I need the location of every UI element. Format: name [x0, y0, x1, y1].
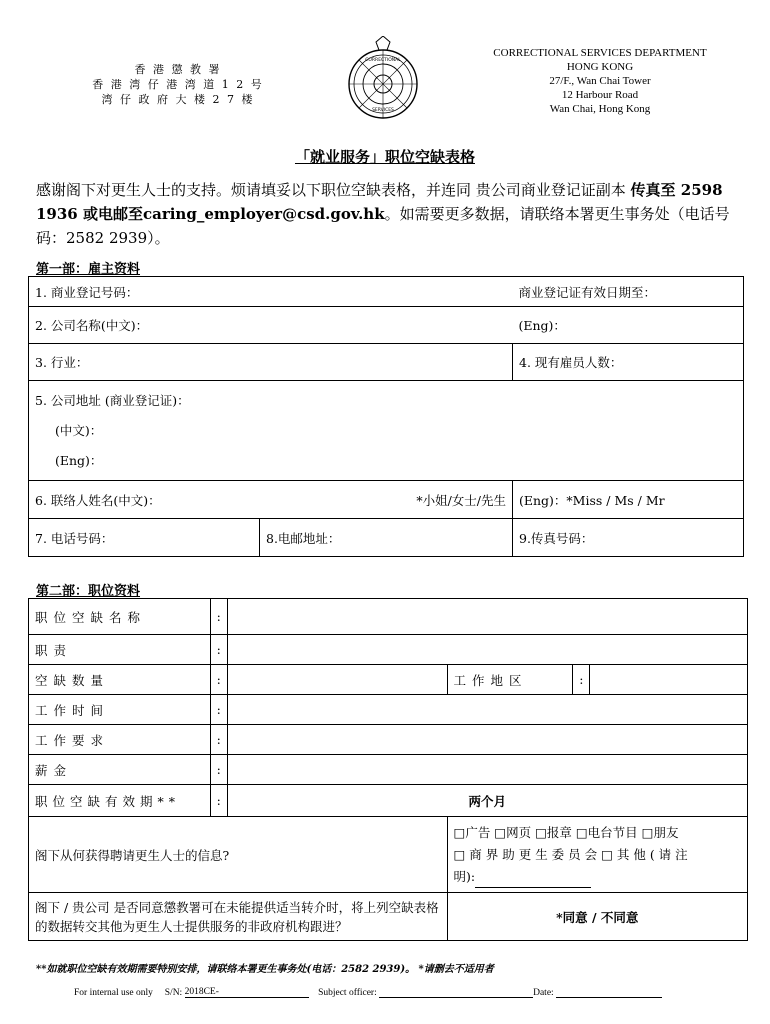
employee-count-field[interactable]: 4. 现有雇员人数： — [513, 344, 744, 381]
job-info-table — [28, 598, 748, 941]
company-address-field[interactable] — [29, 381, 744, 481]
contact-name-en-field[interactable]: (Eng)：*Miss / Ms / Mr — [513, 481, 744, 519]
colon: : — [210, 635, 227, 665]
salary-label: 薪金 — [29, 755, 211, 785]
form-title: 「就业服务」职位空缺表格 — [294, 148, 475, 166]
colon: : — [210, 755, 227, 785]
industry-field[interactable]: 3. 行业： — [29, 344, 513, 381]
consent-question: 阁下 / 贵公司 是否同意懲教署可在未能提供适当转介时，将上列空缺表格的数据转交其他为更生人士提供服务的非政府机构跟进？ — [29, 893, 448, 941]
working-hours-input[interactable] — [227, 695, 747, 725]
source-other-blank[interactable] — [475, 873, 591, 888]
contact-name-cn-field[interactable]: 6. 联络人姓名(中文)： — [29, 481, 381, 519]
department-emblem — [338, 36, 428, 126]
colon: : — [210, 785, 227, 817]
internal-use-label: For internal use only — [74, 988, 153, 998]
requirements-label: 工作要求 — [29, 725, 211, 755]
salary-input[interactable] — [227, 755, 747, 785]
intro-text-2: 。如需要更多数据，请联络本署更生事务处（电话号码：2582 2939）。 — [36, 205, 730, 247]
part2-heading: 第二部：职位资料 — [36, 584, 141, 599]
duties-input[interactable] — [227, 635, 747, 665]
validity-label: 职位空缺有效期** — [29, 785, 211, 817]
footnote: **如就职位空缺有效期需要特别安排，请联络本署更生事务处(电话：2582 2939)。 *请删去不适用者 — [36, 964, 494, 975]
company-address-en-label: (Eng)： — [55, 452, 103, 468]
source-other-label: 明): — [453, 868, 476, 884]
phone-field[interactable]: 7. 电话号码： — [29, 519, 260, 557]
intro-text-bold: 传真至 2598 1936 或电邮至caring_employer@csd.gov.hk — [36, 181, 723, 223]
emblem-text-top: CORRECTIONAL — [365, 58, 401, 63]
address-en-line-1: CORRECTIONAL SERVICES DEPARTMENT — [493, 47, 707, 59]
department-english-address — [460, 46, 740, 116]
source-options-line-2[interactable]: □ 商 界 助 更 生 委 员 会 □ 其 他 ( 请 注 — [453, 846, 688, 862]
br-expiry-field[interactable]: 商业登记证有效日期至： — [513, 277, 744, 307]
colon: : — [210, 725, 227, 755]
source-question: 阁下从何获得聘请更生人士的信息? — [29, 817, 448, 893]
address-cn-line-1: 香 港 懲 教 署 — [134, 63, 222, 76]
sn-label: S/N: — [164, 988, 183, 998]
sn-field[interactable] — [185, 987, 309, 998]
employer-info-table — [28, 276, 744, 557]
duties-label: 职责 — [29, 635, 211, 665]
company-address-label: 5. 公司地址 (商业登记证)： — [35, 392, 190, 408]
vacancies-input[interactable] — [227, 665, 447, 695]
fax-field[interactable]: 9.传真号码： — [513, 519, 744, 557]
colon: : — [210, 695, 227, 725]
address-cn-line-2: 香 港 湾 仔 港 湾 道 1 2 号 — [92, 78, 264, 91]
source-options-line-3[interactable] — [454, 866, 741, 888]
br-number-field[interactable]: 1. 商业登记号码： — [29, 277, 513, 307]
colon: : — [210, 665, 227, 695]
intro-paragraph — [36, 178, 746, 250]
colon: : — [210, 599, 227, 635]
address-cn-line-3: 湾 仔 政 府 大 楼 2 7 楼 — [101, 93, 255, 106]
source-options-line-1[interactable]: □广告 □网页 □报章 □电台节目 □朋友 — [453, 824, 679, 840]
contact-title-cn-field[interactable]: *小姐/女士/先生 — [380, 481, 513, 519]
date-field[interactable] — [556, 986, 662, 998]
address-en-line-5: Wan Chai, Hong Kong — [549, 103, 651, 115]
address-en-line-4: 12 Harbour Road — [561, 89, 639, 101]
colon: : — [573, 665, 590, 695]
intro-text-1: 感谢阁下对更生人士的支持。烦请填妥以下职位空缺表格，并连同 贵公司商业登记证副本 — [36, 181, 631, 199]
address-en-line-2: HONG KONG — [566, 61, 634, 73]
internal-use-line — [74, 986, 662, 998]
sn-value: 2018CE- — [184, 987, 219, 997]
consent-answer[interactable]: *同意 / 不同意 — [447, 893, 747, 941]
email-field[interactable]: 8.电邮地址： — [260, 519, 513, 557]
validity-value: 两个月 — [227, 785, 747, 817]
company-address-cn-label: (中文)： — [55, 422, 103, 438]
requirements-input[interactable] — [227, 725, 747, 755]
company-name-en-field[interactable]: (Eng)： — [513, 307, 744, 344]
subject-officer-label: Subject officer: — [318, 988, 377, 998]
location-input[interactable] — [590, 665, 748, 695]
part1-heading: 第一部：雇主资料 — [36, 262, 141, 277]
company-name-cn-field[interactable]: 2. 公司名称(中文)： — [29, 307, 513, 344]
location-label: 工作地区 — [447, 665, 573, 695]
emblem-text-bottom: SERVICES — [372, 108, 394, 113]
department-chinese-address — [88, 62, 268, 107]
date-label: Date: — [533, 988, 554, 998]
post-title-input[interactable] — [227, 599, 747, 635]
form-title-wrap — [0, 146, 770, 167]
source-options[interactable] — [447, 817, 747, 893]
address-en-line-3: 27/F., Wan Chai Tower — [549, 75, 651, 87]
working-hours-label: 工作时间 — [29, 695, 211, 725]
post-title-label: 职位空缺名称 — [29, 599, 211, 635]
subject-officer-field[interactable] — [379, 986, 533, 998]
vacancies-label: 空缺数量 — [29, 665, 211, 695]
